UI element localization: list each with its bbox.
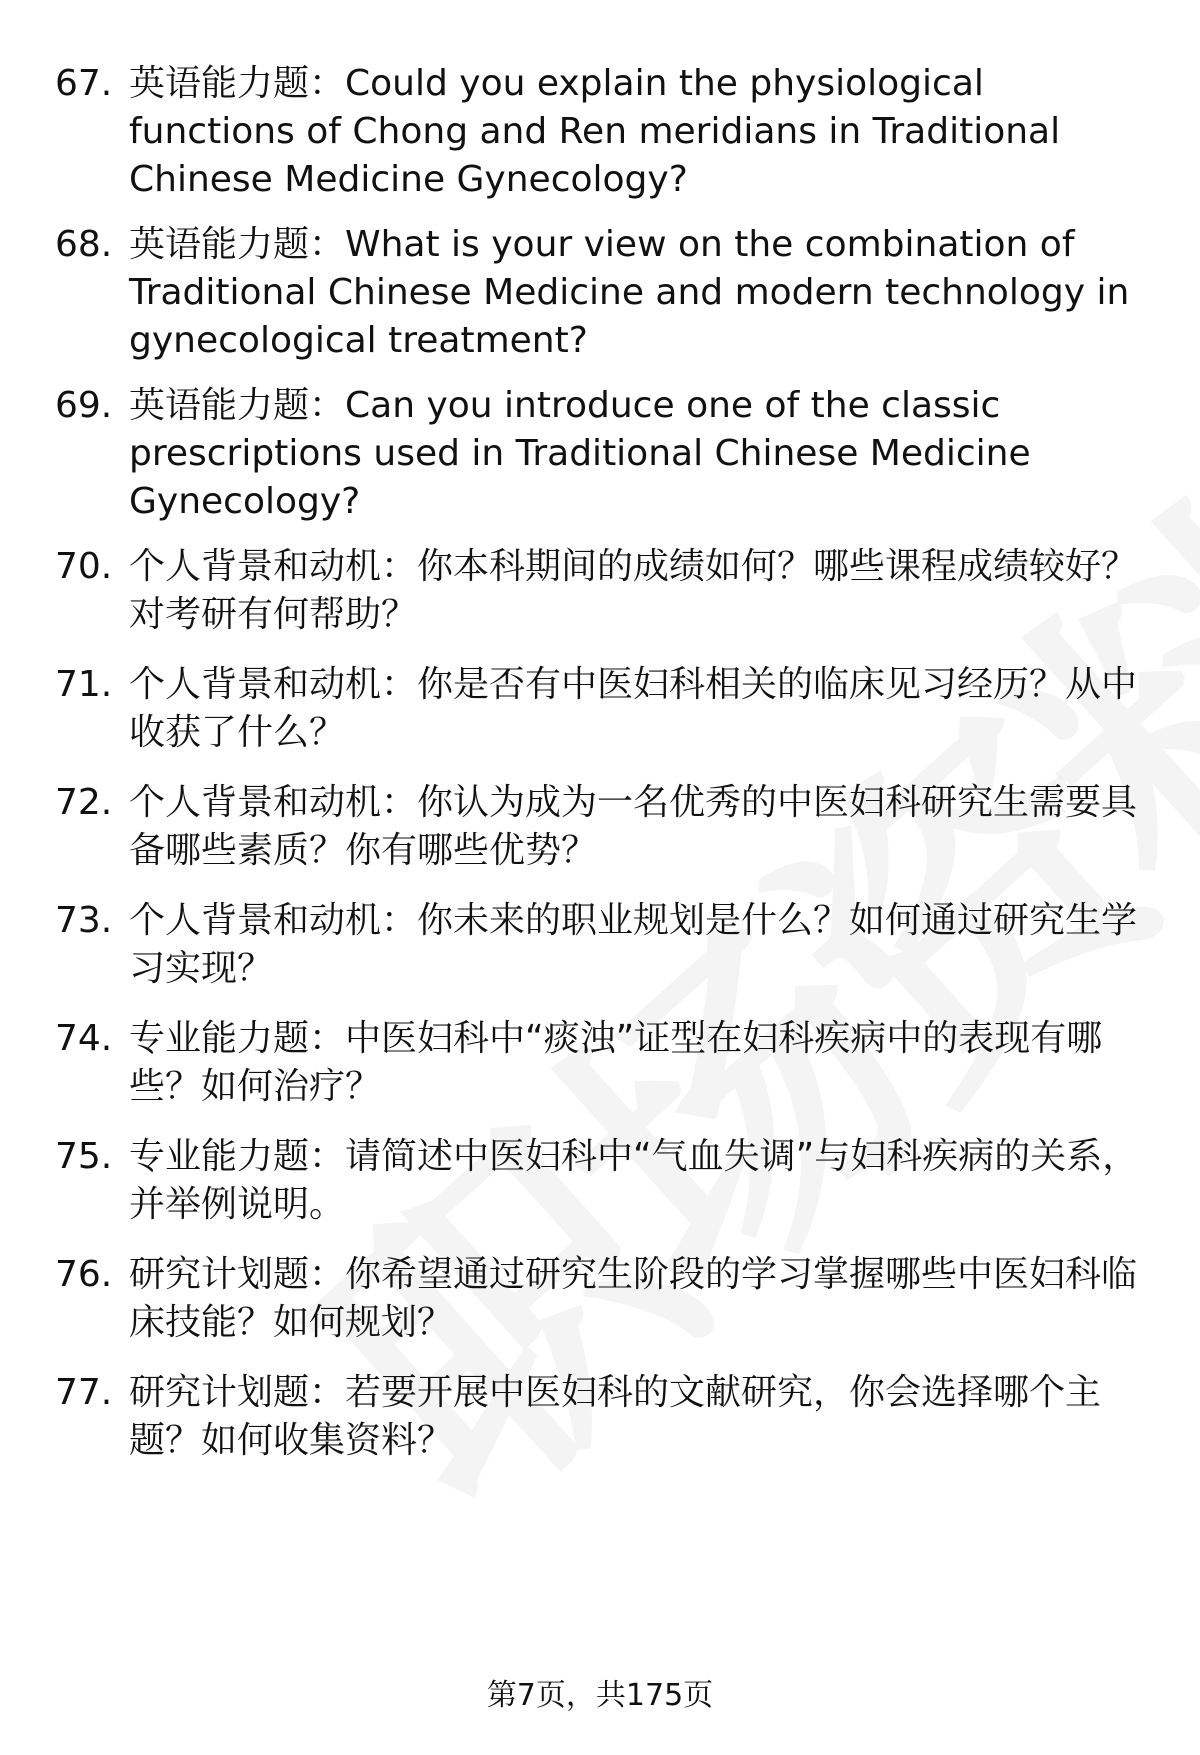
question-item [55,221,1155,365]
question-number: 72. [55,782,113,823]
question-text: 英语能力题：Can you introduce one of the classic prescriptions used in Traditional Chinese Medicine Gynecology? [129,385,1031,522]
question-text: 个人背景和动机：你是否有中医妇科相关的临床见习经历？从中收获了什么？ [129,664,1138,753]
question-number: 75. [55,1136,113,1177]
question-item [55,1369,1155,1465]
question-item [55,1015,1155,1111]
question-number: 71. [55,664,113,705]
question-number: 77. [55,1372,113,1413]
question-item [55,1133,1155,1229]
question-text: 个人背景和动机：你本科期间的成绩如何？哪些课程成绩较好？对考研有何帮助？ [129,546,1138,635]
page-number-footer: 第7页，共175页 [486,1678,714,1713]
question-item [55,661,1155,757]
question-item [55,382,1155,526]
question-text: 个人背景和动机：你未来的职业规划是什么？如何通过研究生学习实现？ [129,900,1138,989]
question-text: 英语能力题：What is your view on the combination of Traditional Chinese Medicine and modern technology in gynecological treatment? [129,224,1130,361]
question-text: 英语能力题：Could you explain the physiological functions of Chong and Ren meridians in Traditional Chinese Medicine Gynecology? [129,63,1061,200]
question-item [55,543,1155,639]
question-number: 73. [55,900,113,941]
question-number: 69. [55,385,113,426]
question-text: 研究计划题：若要开展中医妇科的文献研究，你会选择哪个主题？如何收集资料？ [129,1372,1102,1461]
question-item [55,897,1155,993]
question-item [55,1251,1155,1347]
question-item [55,779,1155,875]
question-list [55,60,1155,1465]
question-number: 76. [55,1254,113,1295]
question-number: 74. [55,1018,113,1059]
question-item [55,60,1155,204]
question-text: 研究计划题：你希望通过研究生阶段的学习掌握哪些中医妇科临床技能？如何规划？ [129,1254,1138,1343]
question-text: 专业能力题：中医妇科中“痰浊”证型在妇科疾病中的表现有哪些？如何治疗？ [129,1018,1103,1107]
question-text: 专业能力题：请简述中医妇科中“气血失调”与妇科疾病的关系，并举例说明。 [129,1136,1139,1225]
question-number: 67. [55,63,113,104]
question-number: 68. [55,224,113,265]
question-text: 个人背景和动机：你认为成为一名优秀的中医妇科研究生需要具备哪些素质？你有哪些优势？ [129,782,1138,871]
question-number: 70. [55,546,113,587]
